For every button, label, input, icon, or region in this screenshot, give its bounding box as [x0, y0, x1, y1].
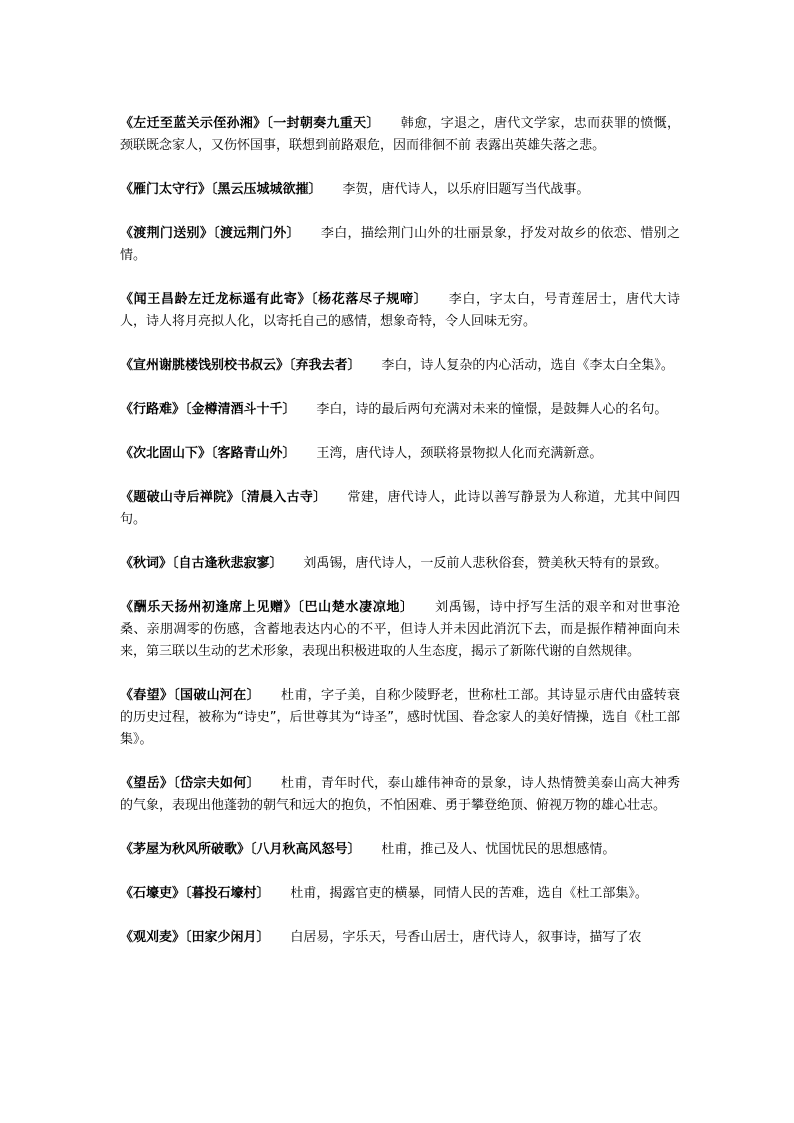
poem-description: 李白，诗的最后两句充满对未来的憧憬，是鼓舞人心的名句。	[316, 402, 668, 417]
poem-title: 《石壕吏》〔暮投石壕村〕	[120, 886, 270, 901]
poem-description: 李白，字太白，号青莲居士，唐代大诗人，诗人将月亮拟人化，以寄托自己的感情，想象奇特，令人回味无穷。	[120, 292, 680, 329]
poem-description: 杜甫，推己及人、忧国忧民的思想感情。	[381, 842, 616, 857]
poem-entry	[120, 597, 680, 663]
poem-title: 《题破山寺后禅院》〔清晨入古寺〕	[120, 490, 327, 505]
poem-title: 《酬乐天扬州初逢席上见赠》〔巴山楚水凄凉地〕	[120, 600, 414, 615]
poem-description: 常建，唐代诗人，此诗以善写静景为人称道，尤其中间四句。	[120, 490, 680, 527]
poem-title: 《左迁至蓝关示侄孙湘》〔一封朝奏九重天〕	[120, 116, 380, 131]
poem-description: 韩愈，字退之，唐代文学家，忠而获罪的愤慨，颈联既念家人，又伤怀国事，联想到前路艰危，因而徘徊不前 表露出英雄失落之悲。	[120, 116, 680, 153]
poem-description: 李白，描绘荆门山外的壮丽景象，抒发对故乡的依恋、惜别之情。	[120, 226, 680, 263]
poem-entry	[120, 927, 680, 949]
poem-title: 《行路难》〔金樽清酒斗十千〕	[120, 402, 296, 417]
poem-entry	[120, 839, 680, 861]
poem-entry	[120, 883, 680, 905]
poem-description: 杜甫，字子美，自称少陵野老，世称杜工部。其诗显示唐代由盛转衰的历史过程，被称为“诗史”，后世尊其为“诗圣”，感时忧国、眷念家人的美好情操，选自《杜工部集》。	[120, 688, 680, 747]
poem-description: 刘禹锡，唐代诗人，一反前人悲秋俗套，赞美秋天特有的景致。	[303, 556, 668, 571]
poem-title: 《观刈麦》〔田家少闲月〕	[120, 930, 270, 945]
poem-description: 白居易，字乐天，号香山居士，唐代诗人，叙事诗，描写了农	[290, 930, 642, 945]
poem-title: 《春望》〔国破山河在〕	[120, 688, 260, 703]
poem-entry	[120, 685, 680, 751]
poem-title: 《秋词》〔自古逢秋悲寂寥〕	[120, 556, 283, 571]
poem-title: 《雁门太守行》〔黑云压城城欲摧〕	[120, 182, 322, 197]
poem-description: 王湾，唐代诗人，颈联将景物拟人化而充满新意。	[316, 446, 603, 461]
poem-entry	[120, 487, 680, 531]
poem-entry	[120, 773, 680, 817]
poem-title: 《渡荆门送别》〔渡远荆门外〕	[120, 226, 300, 241]
poem-entry	[120, 223, 680, 267]
poem-entry	[120, 443, 680, 465]
poem-description: 刘禹锡，诗中抒写生活的艰辛和对世事沧桑、亲朋凋零的伤感，含蓄地表达内心的不平，但诗人并未因此消沉下去，而是振作精神面向未来，第三联以生动的艺术形象，表现出积极进取的人生态度，揭示了新陈代谢的自然规律。	[120, 600, 680, 659]
poem-entry	[120, 553, 680, 575]
poem-entry	[120, 399, 680, 421]
poem-description: 李贺，唐代诗人，以乐府旧题写当代战事。	[342, 182, 590, 197]
poem-description: 杜甫，青年时代，泰山雄伟神奇的景象，诗人热情赞美泰山高大神秀的气象，表现出他蓬勃的朝气和远大的抱负，不怕困难、勇于攀登绝顶、俯视万物的雄心壮志。	[120, 776, 680, 813]
poem-title: 《闻王昌龄左迁龙标遥有此寄》〔杨花落尽子规啼〕	[120, 292, 428, 307]
poem-entry	[120, 113, 680, 157]
poem-description: 李白，诗人复杂的内心活动，选自《李太白全集》。	[381, 358, 674, 373]
poem-title: 《宣州谢朓楼饯别校书叔云》〔弃我去者〕	[120, 358, 361, 373]
poem-title: 《望岳》〔岱宗夫如何〕	[120, 776, 260, 791]
poem-entry	[120, 179, 680, 201]
poem-title: 《茅屋为秋风所破歌》〔八月秋高风怒号〕	[120, 842, 361, 857]
poem-entry	[120, 355, 680, 377]
document-page	[120, 113, 680, 971]
poem-entry	[120, 289, 680, 333]
poem-title: 《次北固山下》〔客路青山外〕	[120, 446, 296, 461]
poem-description: 杜甫，揭露官吏的横暴，同情人民的苦难，选自《杜工部集》。	[290, 886, 648, 901]
